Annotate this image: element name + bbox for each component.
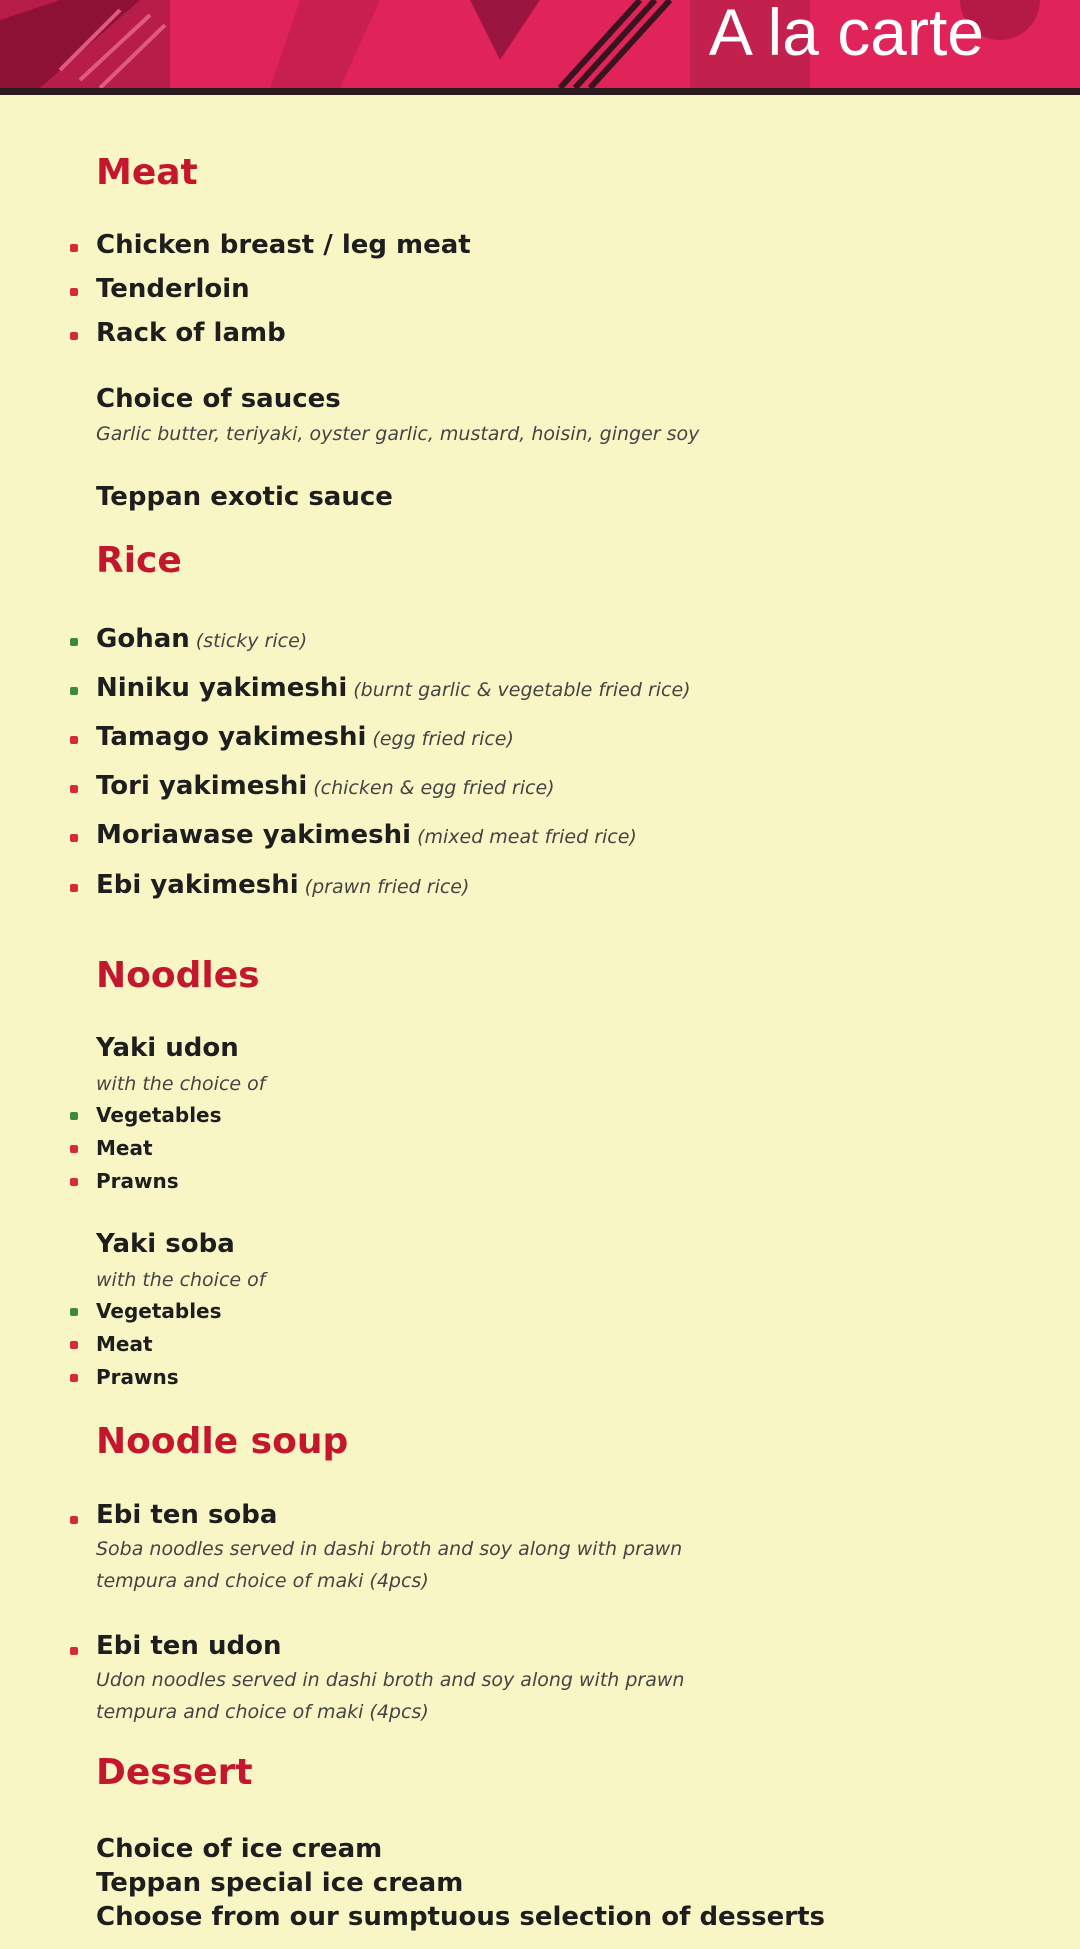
item-description: Soba noodles served in dashi broth and soy along with prawn	[96, 1538, 683, 1560]
green-bullet-icon	[70, 1308, 78, 1316]
menu-item: Rack of lamb	[96, 318, 286, 348]
menu-item: Ebi ten udon	[96, 1631, 282, 1661]
dessert-item: Teppan special ice cream	[96, 1868, 464, 1898]
yaki-udon-title: Yaki udon	[96, 1033, 239, 1063]
section-heading-rice: Rice	[96, 540, 182, 581]
section-heading-noodle-soup: Noodle soup	[96, 1421, 349, 1462]
option-item: Prawns	[96, 1169, 179, 1193]
dessert-item: Choice of ice cream	[96, 1834, 383, 1864]
option-item: Meat	[96, 1136, 153, 1160]
item-description: tempura and choice of maki (4pcs)	[96, 1701, 429, 1723]
header-banner	[0, 0, 1080, 88]
menu-item: Ebi yakimeshi (prawn fried rice)	[96, 870, 470, 900]
menu-item: Tori yakimeshi (chicken & egg fried rice)	[96, 771, 555, 801]
red-bullet-icon	[70, 1341, 78, 1349]
exotic-sauce: Teppan exotic sauce	[96, 482, 393, 512]
red-bullet-icon	[70, 288, 78, 296]
yaki-soba-title: Yaki soba	[96, 1229, 235, 1259]
red-bullet-icon	[70, 884, 78, 892]
red-bullet-icon	[70, 1647, 78, 1655]
banner-divider	[0, 88, 1080, 95]
menu-item: Niniku yakimeshi (burnt garlic & vegetable fried rice)	[96, 673, 691, 703]
red-bullet-icon	[70, 332, 78, 340]
red-bullet-icon	[70, 1516, 78, 1524]
page-title: A la carte	[708, 0, 984, 69]
menu-item: Gohan (sticky rice)	[96, 624, 308, 654]
option-item: Prawns	[96, 1365, 179, 1389]
red-bullet-icon	[70, 1145, 78, 1153]
section-heading-meat: Meat	[96, 152, 198, 193]
red-bullet-icon	[70, 834, 78, 842]
menu-item: Tamago yakimeshi (egg fried rice)	[96, 722, 514, 752]
menu-item: Ebi ten soba	[96, 1500, 278, 1530]
menu-item: Tenderloin	[96, 274, 250, 304]
red-bullet-icon	[70, 244, 78, 252]
dessert-item: Choose from our sumptuous selection of desserts	[96, 1902, 826, 1932]
yaki-soba-subtitle: with the choice of	[96, 1269, 266, 1291]
red-bullet-icon	[70, 1374, 78, 1382]
menu-item: Chicken breast / leg meat	[96, 230, 471, 260]
yaki-udon-subtitle: with the choice of	[96, 1073, 266, 1095]
sauces-title: Choice of sauces	[96, 384, 341, 414]
option-item: Vegetables	[96, 1103, 222, 1127]
item-description: Udon noodles served in dashi broth and soy along with prawn	[96, 1669, 685, 1691]
green-bullet-icon	[70, 687, 78, 695]
green-bullet-icon	[70, 1112, 78, 1120]
section-heading-noodles: Noodles	[96, 955, 260, 996]
item-description: tempura and choice of maki (4pcs)	[96, 1570, 429, 1592]
sauces-description: Garlic butter, teriyaki, oyster garlic, mustard, hoisin, ginger soy	[96, 423, 700, 445]
red-bullet-icon	[70, 736, 78, 744]
option-item: Vegetables	[96, 1299, 222, 1323]
option-item: Meat	[96, 1332, 153, 1356]
section-heading-dessert: Dessert	[96, 1752, 253, 1793]
menu-item: Moriawase yakimeshi (mixed meat fried rice)	[96, 820, 637, 850]
red-bullet-icon	[70, 1178, 78, 1186]
red-bullet-icon	[70, 785, 78, 793]
green-bullet-icon	[70, 638, 78, 646]
